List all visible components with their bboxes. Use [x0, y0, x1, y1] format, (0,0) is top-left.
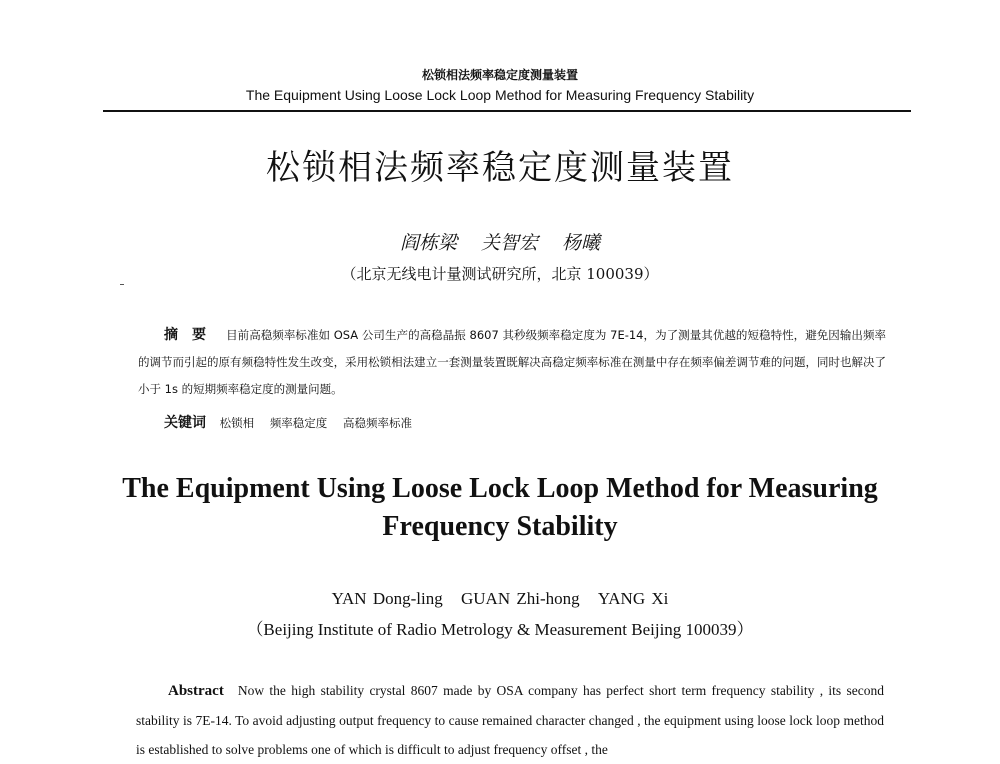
- abstract-cn-text: 目前高稳频率标准如 OSA 公司生产的高稳晶振 8607 其秒级频率稳定度为 7E-14，为了测量其优越的短稳特性，避免因输出频率的调节而引起的原有频稳特性发生改变，采用松锁相法建立一套测量装置既解决高稳定频率标准在测量中存在频率偏差调节难的问题，同时也解决了小于 1s 的短期频率稳定度的测量问题。: [138, 328, 887, 396]
- paper-title-en-line1: The Equipment Using Loose Lock Loop Method for Measuring: [122, 473, 878, 504]
- author-en: YAN Dong-ling: [331, 589, 443, 608]
- author-en: GUAN Zhi-hong: [460, 589, 580, 608]
- affiliation-en: （Beijing Institute of Radio Metrology & Measurement Beijing 100039）: [246, 620, 754, 639]
- running-head-title-en: The Equipment Using Loose Lock Loop Method for Measuring Frequency Stability: [245, 87, 755, 103]
- keywords-cn: [164, 413, 424, 433]
- abstract-cn-label: 摘要: [164, 327, 221, 343]
- paper-title-en-line2: Frequency Stability: [382, 511, 618, 542]
- abstract-en: [136, 676, 884, 764]
- running-head-title-cn: 松锁相法频率稳定度测量装置: [421, 68, 578, 82]
- affiliation-cn: （北京无线电计量测试研究所，北京 100039）: [341, 265, 659, 283]
- abstract-en-text: Now the high stability crystal 8607 made by OSA company has perfect short term frequency stability , its second stability is 7E-14. To avoid adjusting output frequency to cause remained character changed , the equipment using loose lock loop method is established to solve problems one of which is difficult to adjust frequency offset , the: [136, 683, 884, 757]
- keywords-cn-label: 关键词: [164, 415, 206, 431]
- header-rule: [103, 110, 911, 112]
- keyword-cn: 高稳频率标准: [342, 416, 412, 430]
- paper-title-en: [0, 470, 1000, 546]
- paper-title-cn: 松锁相法频率稳定度测量装置: [266, 148, 734, 188]
- authors-cn: 阎栋梁 关智宏 杨曦: [399, 232, 601, 254]
- abstract-cn: [138, 322, 886, 403]
- author-en: YANG Xi: [597, 589, 669, 608]
- running-head: [0, 66, 1000, 104]
- abstract-en-label: Abstract: [168, 683, 224, 699]
- keyword-cn: 松锁相: [219, 416, 255, 430]
- authors-en: [0, 588, 1000, 610]
- keyword-cn: 频率稳定度: [269, 416, 328, 430]
